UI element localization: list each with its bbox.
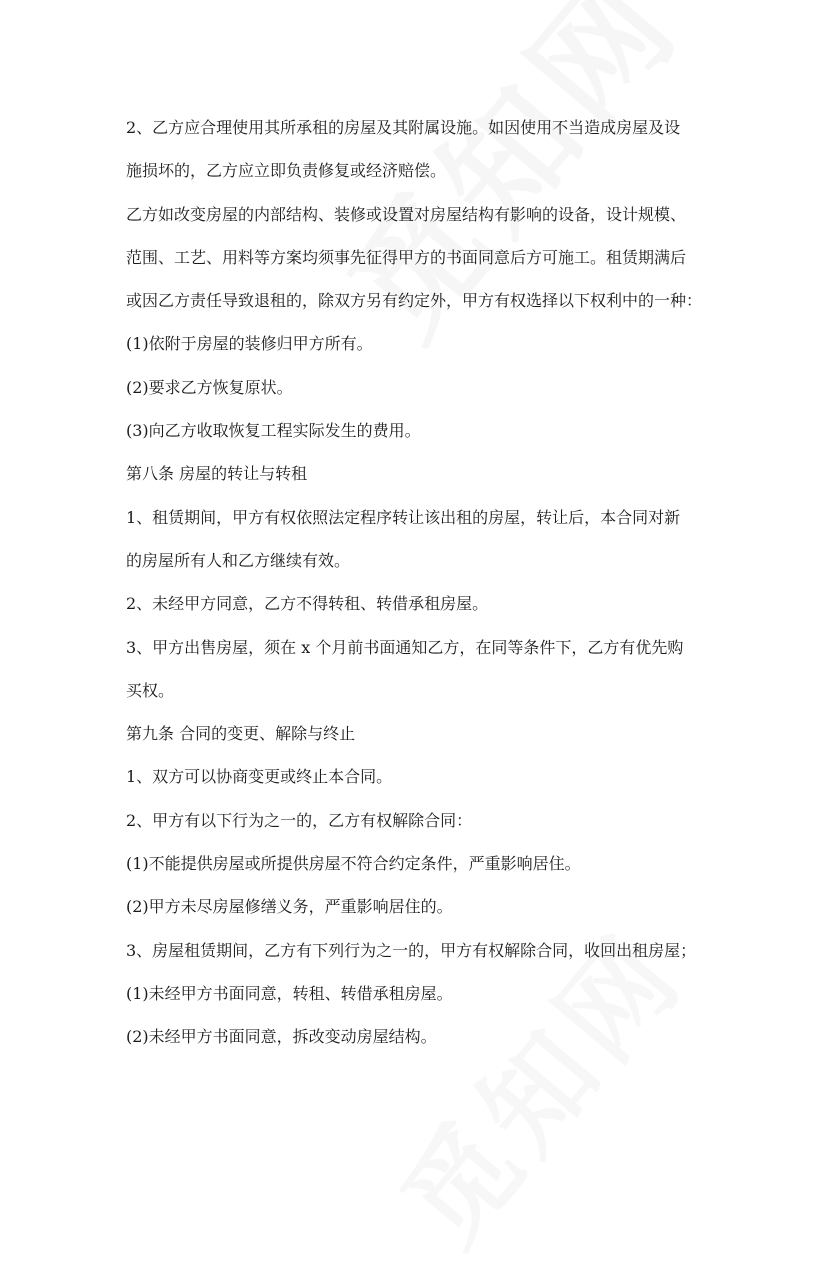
section-heading: 第八条 房屋的转让与转租: [126, 464, 308, 484]
text-line: 1、租赁期间，甲方有权依照法定程序转让该出租的房屋，转让后，本合同对新: [126, 507, 681, 527]
text-line: (2)甲方未尽房屋修缮义务，严重影响居住的。: [126, 897, 453, 917]
document-body: [126, 106, 726, 1059]
text-line: 2、未经甲方同意，乙方不得转租、转借承租房屋。: [126, 594, 489, 614]
text-line: 买权。: [126, 680, 175, 700]
section-heading: 第九条 合同的变更、解除与终止: [126, 724, 356, 744]
text-line: (2)要求乙方恢复原状。: [126, 377, 293, 397]
text-line: (1)不能提供房屋或所提供房屋不符合约定条件，严重影响居住。: [126, 854, 581, 874]
text-line: (2)未经甲方书面同意，拆改变动房屋结构。: [126, 1027, 437, 1047]
text-line: (3)向乙方收取恢复工程实际发生的费用。: [126, 421, 421, 441]
text-line: 2、甲方有以下行为之一的，乙方有权解除合同：: [126, 810, 473, 830]
text-line: 的房屋所有人和乙方继续有效。: [126, 550, 351, 570]
text-line: 乙方如改变房屋的内部结构、装修或设置对房屋结构有影响的设备，设计规模、: [126, 204, 687, 224]
text-line: 3、房屋租赁期间，乙方有下列行为之一的，甲方有权解除合同，收回出租房屋；: [126, 940, 697, 960]
text-line: 施损坏的，乙方应立即负责修复或经济赔偿。: [126, 161, 447, 181]
text-line: (1)未经甲方书面同意，转租、转借承租房屋。: [126, 983, 453, 1003]
text-line: 2、乙方应合理使用其所承租的房屋及其附属设施。如因使用不当造成房屋及设: [126, 118, 681, 137]
text-line: 或因乙方责任导致退租的，除双方另有约定外，甲方有权选择以下权利中的一种：: [126, 291, 703, 311]
text-line: 范围、工艺、用料等方案均须事先征得甲方的书面同意后方可施工。租赁期满后: [126, 247, 687, 267]
text-line: 1、双方可以协商变更或终止本合同。: [126, 767, 393, 787]
text-line: 3、甲方出售房屋，须在 x 个月前书面通知乙方，在同等条件下，乙方有优先购: [126, 637, 684, 657]
text-line: (1)依附于房屋的装修归甲方所有。: [126, 334, 373, 354]
